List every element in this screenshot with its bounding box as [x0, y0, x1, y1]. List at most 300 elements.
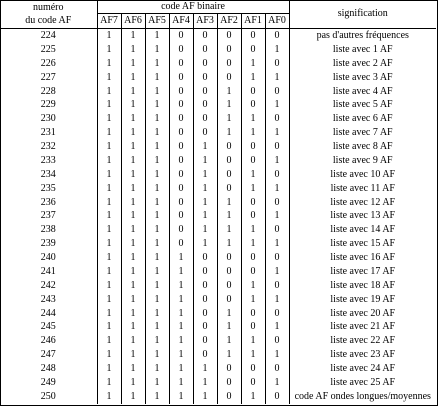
- bit-cell: 1: [97, 279, 121, 293]
- bit-cell: 1: [121, 251, 145, 265]
- bit-cell: 0: [193, 126, 217, 140]
- bit-cell: 1: [241, 223, 265, 237]
- table-row: [0, 279, 436, 293]
- bit-cell: 1: [97, 57, 121, 71]
- signification-cell: liste avec 6 AF: [332, 113, 393, 125]
- bit-cell: 1: [265, 154, 289, 168]
- bit-cell: 1: [121, 43, 145, 57]
- bit-cell: 0: [241, 98, 265, 112]
- code-number-cell: 239: [0, 237, 97, 251]
- bit-cell: 1: [241, 57, 265, 71]
- bit-cell: 1: [265, 376, 289, 390]
- bit-cell: 0: [265, 334, 289, 348]
- bit-cell: 1: [193, 182, 217, 196]
- bit-cell: 1: [121, 98, 145, 112]
- bit-cell: 0: [217, 71, 241, 85]
- code-number-cell: 242: [0, 279, 97, 293]
- signification-cell: liste avec 11 AF: [330, 182, 395, 194]
- bit-cell: 0: [241, 43, 265, 57]
- header-bit-af5: AF5: [145, 14, 169, 29]
- code-number-cell: 227: [0, 71, 97, 85]
- bit-cell: 0: [193, 293, 217, 307]
- bit-cell: 0: [169, 140, 193, 154]
- code-number-cell: 226: [0, 57, 97, 71]
- bit-cell: 1: [145, 251, 169, 265]
- bit-cell: 0: [217, 362, 241, 376]
- bit-cell: 1: [265, 71, 289, 85]
- table-row: [0, 390, 436, 404]
- bit-cell: 1: [97, 362, 121, 376]
- bit-cell: 1: [97, 348, 121, 362]
- code-number-cell: 233: [0, 154, 97, 168]
- bit-cell: 1: [145, 390, 169, 404]
- bit-cell: 0: [193, 85, 217, 99]
- bit-cell: 0: [217, 182, 241, 196]
- bit-cell: 1: [169, 362, 193, 376]
- table-row: [0, 376, 436, 390]
- bit-cell: 0: [169, 29, 193, 43]
- bit-cell: 1: [121, 293, 145, 307]
- bit-cell: 0: [169, 154, 193, 168]
- code-number-cell: 225: [0, 43, 97, 57]
- header-bit-af3: AF3: [193, 14, 217, 29]
- bit-cell: 0: [217, 390, 241, 404]
- bit-cell: 1: [121, 112, 145, 126]
- bit-cell: 1: [265, 237, 289, 251]
- code-number-cell: 237: [0, 209, 97, 223]
- bit-cell: 1: [97, 71, 121, 85]
- table-row: [0, 362, 436, 376]
- bit-cell: 0: [169, 98, 193, 112]
- bit-cell: 1: [97, 182, 121, 196]
- table-row: [0, 57, 436, 71]
- bit-cell: 0: [265, 307, 289, 321]
- bit-cell: 0: [217, 251, 241, 265]
- bit-cell: 1: [241, 390, 265, 404]
- table-row: [0, 307, 436, 321]
- bit-cell: 0: [193, 43, 217, 57]
- bit-cell: 1: [217, 126, 241, 140]
- bit-cell: 1: [217, 320, 241, 334]
- bit-cell: 0: [265, 112, 289, 126]
- bit-cell: 0: [241, 307, 265, 321]
- bit-cell: 1: [169, 279, 193, 293]
- bit-cell: 1: [193, 237, 217, 251]
- bit-cell: 1: [241, 293, 265, 307]
- bit-cell: 1: [145, 182, 169, 196]
- bit-cell: 1: [217, 85, 241, 99]
- signification-cell: liste avec 19 AF: [330, 293, 396, 305]
- bit-cell: 1: [121, 348, 145, 362]
- table-row: [0, 126, 436, 140]
- bit-cell: 1: [121, 168, 145, 182]
- bit-cell: 0: [265, 29, 289, 43]
- bit-cell: 1: [121, 182, 145, 196]
- table-row: [0, 98, 436, 112]
- table-row: [0, 168, 436, 182]
- bit-cell: 1: [97, 209, 121, 223]
- bit-cell: 1: [145, 57, 169, 71]
- code-number-cell: 240: [0, 251, 97, 265]
- bit-cell: 1: [121, 320, 145, 334]
- bit-cell: 0: [169, 196, 193, 210]
- bit-cell: 0: [169, 223, 193, 237]
- table-row: [0, 265, 436, 279]
- header-code-binaire: code AF binaire: [97, 0, 289, 14]
- bit-cell: 0: [241, 196, 265, 210]
- signification-cell: liste avec 25 AF: [330, 376, 396, 388]
- bit-cell: 1: [121, 362, 145, 376]
- bit-cell: 1: [145, 126, 169, 140]
- bit-cell: 1: [241, 334, 265, 348]
- bit-cell: 1: [121, 209, 145, 223]
- bit-cell: 1: [145, 320, 169, 334]
- header-bit-af7: AF7: [97, 14, 121, 29]
- bit-cell: 0: [169, 43, 193, 57]
- bit-cell: 1: [145, 29, 169, 43]
- bit-cell: 1: [145, 43, 169, 57]
- code-number-cell: 245: [0, 320, 97, 334]
- bit-cell: 1: [217, 112, 241, 126]
- table-row: [0, 182, 436, 196]
- bit-cell: 1: [145, 334, 169, 348]
- table-row: [0, 223, 436, 237]
- bit-cell: 1: [169, 265, 193, 279]
- bit-cell: 0: [193, 320, 217, 334]
- bit-cell: 1: [97, 237, 121, 251]
- bit-cell: 1: [121, 390, 145, 404]
- header-signification: signification: [337, 8, 388, 19]
- table-row: [0, 293, 436, 307]
- bit-cell: 1: [217, 196, 241, 210]
- bit-cell: 1: [217, 223, 241, 237]
- bit-cell: 1: [145, 85, 169, 99]
- signification-cell: liste avec 7 AF: [332, 127, 393, 139]
- bit-cell: 1: [145, 237, 169, 251]
- bit-cell: 1: [241, 348, 265, 362]
- code-number-cell: 238: [0, 223, 97, 237]
- bit-cell: 1: [97, 140, 121, 154]
- bit-cell: 1: [97, 29, 121, 43]
- bit-cell: 1: [97, 265, 121, 279]
- bit-cell: 0: [217, 376, 241, 390]
- bit-cell: 1: [193, 362, 217, 376]
- bit-cell: 0: [265, 223, 289, 237]
- code-number-cell: 250: [0, 390, 97, 404]
- code-number-cell: 228: [0, 85, 97, 99]
- bit-cell: 1: [265, 320, 289, 334]
- bit-cell: 1: [97, 251, 121, 265]
- bit-cell: 0: [217, 57, 241, 71]
- table-row: [0, 209, 436, 223]
- bit-cell: 0: [265, 251, 289, 265]
- code-number-cell: 243: [0, 293, 97, 307]
- bit-cell: 1: [193, 154, 217, 168]
- code-number-cell: 248: [0, 362, 97, 376]
- signification-cell: liste avec 1 AF: [332, 43, 393, 55]
- bit-cell: 1: [265, 98, 289, 112]
- bit-cell: 1: [145, 307, 169, 321]
- bit-cell: 1: [241, 168, 265, 182]
- bit-cell: 1: [265, 265, 289, 279]
- bit-cell: 1: [145, 293, 169, 307]
- signification-cell: liste avec 23 AF: [330, 349, 396, 361]
- bit-cell: 0: [169, 112, 193, 126]
- bit-cell: 1: [193, 390, 217, 404]
- bit-cell: 1: [193, 209, 217, 223]
- bit-cell: 0: [193, 71, 217, 85]
- bit-cell: 0: [217, 43, 241, 57]
- code-number-cell: 224: [0, 29, 97, 43]
- bit-cell: 0: [217, 29, 241, 43]
- table-row: [0, 154, 436, 168]
- bit-cell: 0: [193, 265, 217, 279]
- bit-cell: 0: [241, 29, 265, 43]
- code-number-cell: 230: [0, 112, 97, 126]
- bit-cell: 1: [217, 237, 241, 251]
- bit-cell: 1: [145, 279, 169, 293]
- bit-cell: 1: [217, 98, 241, 112]
- table-row: [0, 320, 436, 334]
- signification-cell: liste avec 14 AF: [330, 224, 396, 236]
- bit-cell: 1: [145, 223, 169, 237]
- bit-cell: 1: [97, 293, 121, 307]
- bit-cell: 0: [193, 251, 217, 265]
- signification-cell: liste avec 10 AF: [330, 168, 396, 180]
- table-row: [0, 140, 436, 154]
- code-number-cell: 247: [0, 348, 97, 362]
- bit-cell: 0: [193, 348, 217, 362]
- bit-cell: 0: [217, 265, 241, 279]
- bit-cell: 1: [265, 209, 289, 223]
- code-number-cell: 235: [0, 182, 97, 196]
- bit-cell: 1: [265, 293, 289, 307]
- signification-cell: liste avec 9 AF: [332, 154, 393, 166]
- bit-cell: 1: [145, 112, 169, 126]
- code-number-cell: 236: [0, 196, 97, 210]
- code-number-cell: 249: [0, 376, 97, 390]
- bit-cell: 0: [193, 307, 217, 321]
- bit-cell: 0: [169, 237, 193, 251]
- bit-cell: 0: [241, 376, 265, 390]
- bit-cell: 1: [121, 334, 145, 348]
- bit-cell: 0: [169, 209, 193, 223]
- header-bit-af2: AF2: [217, 14, 241, 29]
- signification-cell: liste avec 21 AF: [330, 321, 396, 333]
- table-body: [0, 29, 436, 405]
- bit-cell: 1: [265, 182, 289, 196]
- signification-cell: liste avec 13 AF: [330, 210, 396, 222]
- bit-cell: 0: [169, 85, 193, 99]
- bit-cell: 1: [145, 376, 169, 390]
- bit-cell: 1: [217, 209, 241, 223]
- signification-cell: liste avec 12 AF: [330, 196, 396, 208]
- bit-cell: 0: [169, 71, 193, 85]
- header-bit-af6: AF6: [121, 14, 145, 29]
- code-number-cell: 241: [0, 265, 97, 279]
- bit-cell: 1: [145, 348, 169, 362]
- table-row: [0, 196, 436, 210]
- bit-cell: 1: [169, 376, 193, 390]
- table-row: [0, 43, 436, 57]
- signification-cell: liste avec 22 AF: [330, 335, 396, 347]
- bit-cell: 0: [265, 362, 289, 376]
- bit-cell: 1: [265, 348, 289, 362]
- bit-cell: 1: [97, 154, 121, 168]
- bit-cell: 1: [145, 140, 169, 154]
- bit-cell: 1: [97, 112, 121, 126]
- bit-cell: 1: [217, 307, 241, 321]
- bit-cell: 1: [145, 168, 169, 182]
- bit-cell: 0: [241, 85, 265, 99]
- table-row: [0, 85, 436, 99]
- bit-cell: 1: [121, 223, 145, 237]
- bit-cell: 1: [169, 334, 193, 348]
- bit-cell: 1: [97, 126, 121, 140]
- bit-cell: 1: [121, 196, 145, 210]
- header-numero-line1: numéro: [32, 1, 64, 13]
- signification-cell: liste avec 20 AF: [330, 307, 396, 319]
- bit-cell: 1: [241, 279, 265, 293]
- table-row: [0, 71, 436, 85]
- bit-cell: 1: [241, 112, 265, 126]
- bit-cell: 1: [97, 85, 121, 99]
- bit-cell: 0: [193, 29, 217, 43]
- bit-cell: 0: [265, 57, 289, 71]
- bit-cell: 1: [265, 43, 289, 57]
- bit-cell: 0: [193, 112, 217, 126]
- code-number-cell: 232: [0, 140, 97, 154]
- bit-cell: 1: [97, 307, 121, 321]
- bit-cell: 1: [193, 168, 217, 182]
- signification-cell: liste avec 5 AF: [332, 99, 393, 111]
- bit-cell: 1: [145, 154, 169, 168]
- header-numero-line2: du code AF: [25, 14, 72, 26]
- bit-cell: 0: [217, 168, 241, 182]
- bit-cell: 1: [145, 209, 169, 223]
- bit-cell: 0: [241, 209, 265, 223]
- bit-cell: 0: [193, 334, 217, 348]
- signification-cell: liste avec 2 AF: [332, 57, 393, 69]
- bit-cell: 1: [169, 320, 193, 334]
- code-number-cell: 229: [0, 98, 97, 112]
- signification-cell: liste avec 3 AF: [332, 71, 393, 83]
- bit-cell: 0: [169, 168, 193, 182]
- bit-cell: 0: [217, 293, 241, 307]
- table-row: [0, 334, 436, 348]
- bit-cell: 0: [241, 251, 265, 265]
- bit-cell: 0: [241, 140, 265, 154]
- bit-cell: 0: [241, 265, 265, 279]
- bit-cell: 0: [193, 98, 217, 112]
- bit-cell: 1: [217, 348, 241, 362]
- bit-cell: 1: [145, 71, 169, 85]
- bit-cell: 1: [97, 168, 121, 182]
- bit-cell: 1: [217, 334, 241, 348]
- bit-cell: 1: [121, 237, 145, 251]
- bit-cell: 1: [193, 140, 217, 154]
- bit-cell: 0: [193, 279, 217, 293]
- table-row: [0, 112, 436, 126]
- bit-cell: 1: [193, 376, 217, 390]
- signification-cell: liste avec 24 AF: [330, 363, 396, 375]
- bit-cell: 1: [97, 320, 121, 334]
- bit-cell: 0: [241, 362, 265, 376]
- code-number-cell: 234: [0, 168, 97, 182]
- bit-cell: 0: [241, 320, 265, 334]
- code-number-cell: 246: [0, 334, 97, 348]
- bit-cell: 1: [193, 223, 217, 237]
- bit-cell: 1: [97, 376, 121, 390]
- bit-cell: 1: [97, 43, 121, 57]
- table-row: [0, 348, 436, 362]
- bit-cell: 1: [241, 126, 265, 140]
- bit-cell: 0: [169, 57, 193, 71]
- bit-cell: 1: [169, 293, 193, 307]
- bit-cell: 0: [265, 196, 289, 210]
- signification-cell: liste avec 17 AF: [330, 265, 396, 277]
- signification-cell: code AF ondes longues/moyennes: [294, 390, 431, 402]
- bit-cell: 0: [241, 154, 265, 168]
- bit-cell: 1: [121, 140, 145, 154]
- table-row: [0, 237, 436, 251]
- bit-cell: 1: [241, 71, 265, 85]
- bit-cell: 1: [97, 390, 121, 404]
- signification-cell: pas d'autres fréquences: [316, 29, 409, 41]
- bit-cell: 1: [97, 196, 121, 210]
- bit-cell: 1: [145, 362, 169, 376]
- bit-cell: 1: [121, 376, 145, 390]
- header-bit-af0: AF0: [265, 14, 289, 29]
- bit-cell: 0: [265, 390, 289, 404]
- bit-cell: 1: [121, 279, 145, 293]
- header-bit-af4: AF4: [169, 14, 193, 29]
- bit-cell: 0: [217, 279, 241, 293]
- bit-cell: 1: [121, 85, 145, 99]
- bit-cell: 1: [193, 196, 217, 210]
- code-number-cell: 231: [0, 126, 97, 140]
- signification-cell: liste avec 18 AF: [330, 279, 396, 291]
- header-numero: [0, 0, 97, 28]
- bit-cell: 1: [145, 265, 169, 279]
- bit-cell: 1: [121, 154, 145, 168]
- bit-cell: 1: [265, 126, 289, 140]
- bit-cell: 1: [121, 57, 145, 71]
- bit-cell: 0: [217, 140, 241, 154]
- bit-cell: 1: [169, 348, 193, 362]
- bit-cell: 1: [121, 265, 145, 279]
- bit-cell: 1: [97, 334, 121, 348]
- bit-cell: 0: [265, 85, 289, 99]
- bit-cell: 1: [241, 237, 265, 251]
- bit-cell: 1: [169, 251, 193, 265]
- bit-cell: 1: [97, 98, 121, 112]
- bit-cell: 0: [169, 182, 193, 196]
- bit-cell: 1: [241, 182, 265, 196]
- bit-cell: 1: [145, 196, 169, 210]
- header-bit-af1: AF1: [241, 14, 265, 29]
- bit-cell: 1: [121, 71, 145, 85]
- bit-cell: 1: [121, 307, 145, 321]
- bit-cell: 1: [169, 307, 193, 321]
- signification-cell: liste avec 16 AF: [330, 252, 396, 264]
- bit-cell: 0: [265, 168, 289, 182]
- bit-cell: 1: [121, 126, 145, 140]
- signification-cell: liste avec 4 AF: [332, 85, 393, 97]
- signification-cell: liste avec 15 AF: [330, 238, 396, 250]
- bit-cell: 0: [193, 57, 217, 71]
- signification-cell: liste avec 8 AF: [332, 141, 393, 153]
